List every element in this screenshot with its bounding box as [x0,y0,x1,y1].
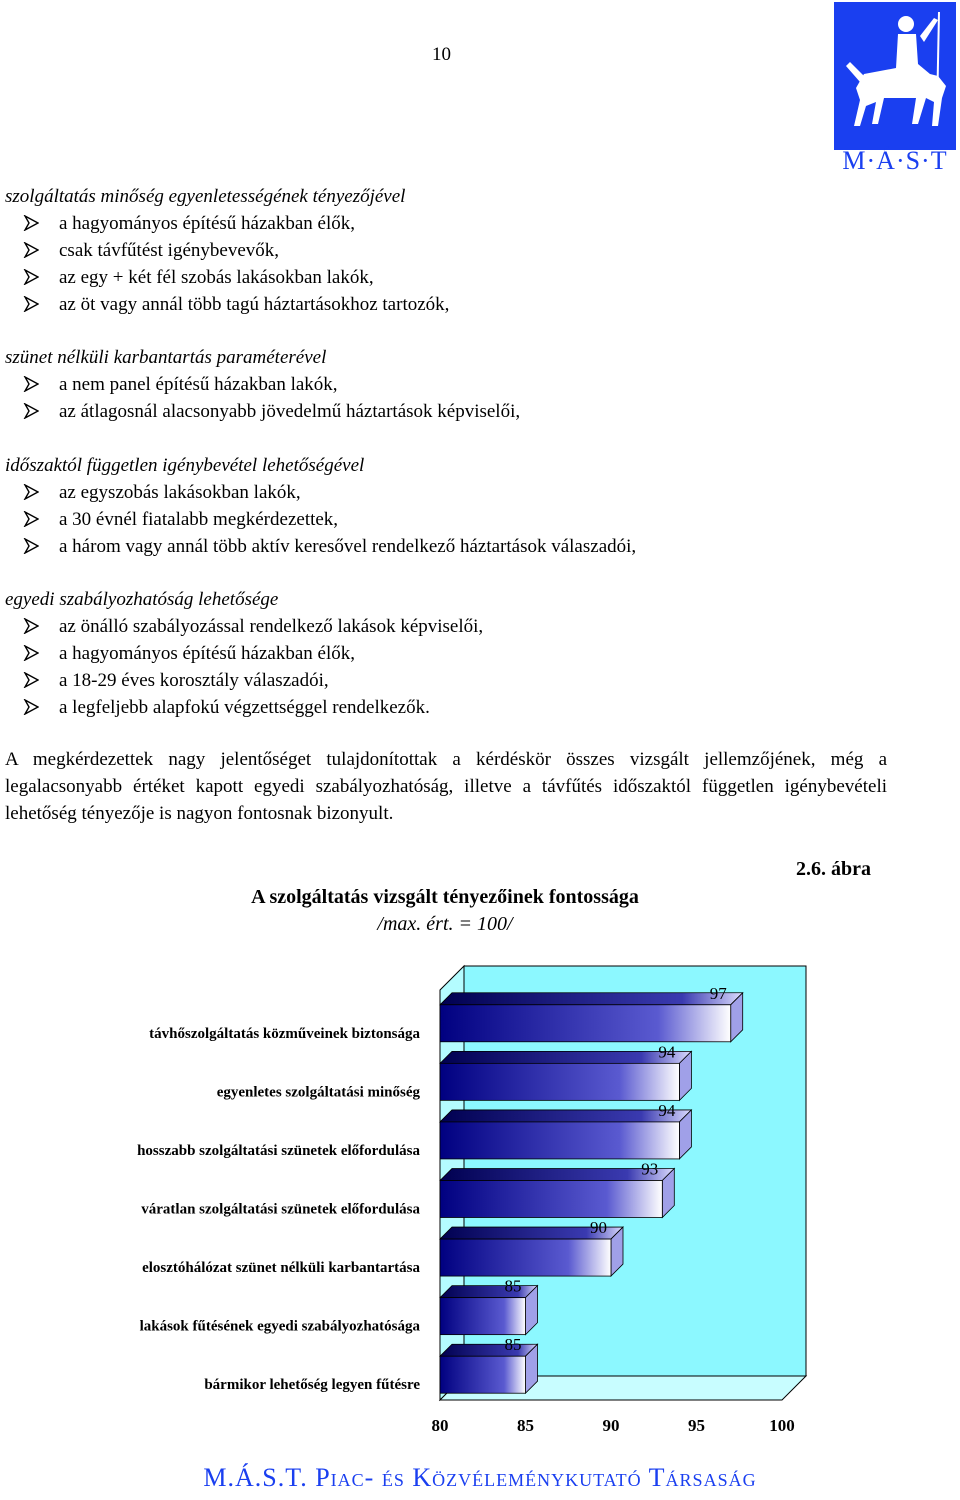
bar [440,1005,731,1042]
bar [440,1239,611,1276]
x-tick-label: 80 [431,1416,449,1435]
list-item: az egy + két fél szobás lakásokban lakók, [5,264,940,291]
bullet-list [5,371,940,425]
list-item: a nem panel építésű házakban lakók, [5,371,940,398]
arrow-bullet-icon [23,296,39,312]
centaur-logo-icon [834,2,956,150]
figure-number: 2.6. ábra [796,858,871,880]
list-item: a hagyományos építésű házakban élők, [5,210,940,237]
section-heading: egyedi szabályozhatóság lehetősége [5,589,279,610]
arrow-bullet-icon [23,618,39,634]
chart-title: A szolgáltatás vizsgált tényezőinek fontossága [251,886,639,908]
arrow-bullet-icon [23,215,39,231]
list-item: a három vagy annál több aktív keresővel rendelkező háztartások válaszadói, [5,533,940,560]
bar-top-face [440,1344,538,1356]
x-tick-label: 90 [602,1416,620,1435]
x-tick-label: 100 [769,1416,795,1435]
bar [440,1181,662,1218]
category-label: bármikor lehetőség legyen fűtésre [204,1377,420,1394]
chart-title-block [150,884,740,938]
category-label: lakások fűtésének egyedi szabályozhatósága [139,1318,420,1335]
list-item: a hagyományos építésű házakban élők, [5,640,940,667]
arrow-bullet-icon [23,538,39,554]
category-label: váratlan szolgáltatási szünetek előfordulása [141,1201,420,1218]
list-item: az önálló szabályozással rendelkező lakások képviselői, [5,613,940,640]
chart-subtitle: /max. ért. = 100/ [377,913,513,935]
data-label: 94 [658,1042,676,1062]
list-item: csak távfűtést igénybevevők, [5,237,940,264]
arrow-bullet-icon [23,403,39,419]
bullet-list [5,613,940,721]
arrow-bullet-icon [23,645,39,661]
list-item: az öt vagy annál több tagú háztartásokhoz tartozók, [5,291,940,318]
list-item: az átlagosnál alacsonyabb jövedelmű háztartások képviselői, [5,398,940,425]
body-paragraph: A megkérdezettek nagy jelentőséget tulajdonítottak a kérdéskör összes vizsgált jellemzőjének, még a legalacsonyabb értéket kapott egyedi szabályozhatóság, illetve a távfűtés időszaktól független igénybevételi lehetőség tényezője is nagyon fontosnak bizonyult. [5,749,887,824]
data-label: 85 [504,1276,522,1296]
data-label: 94 [658,1100,676,1120]
data-label: 85 [504,1335,522,1355]
section-heading: szolgáltatás minőség egyenletességének tényezőjével [5,186,406,207]
arrow-bullet-icon [23,511,39,527]
bar [440,1298,526,1335]
data-label: 93 [641,1159,659,1179]
bullet-list [5,210,940,318]
section-3 [5,452,940,560]
bar-top-face [440,1110,691,1122]
arrow-bullet-icon [23,269,39,285]
footer-banner: M.Á.S.T. Piac- és Közvéleménykutató Társaság [203,1463,757,1492]
list-item: az egyszobás lakásokban lakók, [5,479,940,506]
bar-top-face [440,1051,691,1063]
bar-top-face [440,993,743,1005]
bar [440,1122,679,1159]
section-2 [5,344,940,425]
category-label: hosszabb szolgáltatási szünetek előfordulása [137,1142,420,1159]
arrow-bullet-icon [23,242,39,258]
x-tick-label: 85 [517,1416,534,1435]
list-item: a 18-29 éves korosztály válaszadói, [5,667,940,694]
bullet-list [5,479,940,560]
category-label: távhőszolgáltatás közműveinek biztonsága [149,1025,420,1042]
section-heading: időszaktól független igénybevétel lehetőségével [5,455,365,476]
section-heading: szünet nélküli karbantartás paraméterével [5,347,327,368]
bar-top-face [440,1286,538,1298]
page-number: 10 [432,44,451,65]
arrow-bullet-icon [23,699,39,715]
list-item: a legfeljebb alapfokú végzettséggel rendelkezők. [5,694,940,721]
arrow-bullet-icon [23,376,39,392]
arrow-bullet-icon [23,672,39,688]
data-label: 97 [709,983,727,1003]
data-label: 90 [590,1218,607,1238]
arrow-bullet-icon [23,484,39,500]
x-tick-label: 95 [688,1416,705,1435]
section-1 [5,183,940,318]
mast-logo [834,2,956,174]
bar-top-face [440,1169,674,1181]
bar [440,1356,526,1393]
bar-chart [0,950,960,1450]
category-label: elosztóhálózat szünet nélküli karbantartása [142,1260,420,1277]
category-label: egyenletes szolgáltatási minőség [216,1084,420,1101]
list-item: a 30 évnél fiatalabb megkérdezettek, [5,506,940,533]
bar [440,1063,679,1100]
section-4 [5,586,940,721]
logo-text: M·Á·S·T [842,146,948,175]
